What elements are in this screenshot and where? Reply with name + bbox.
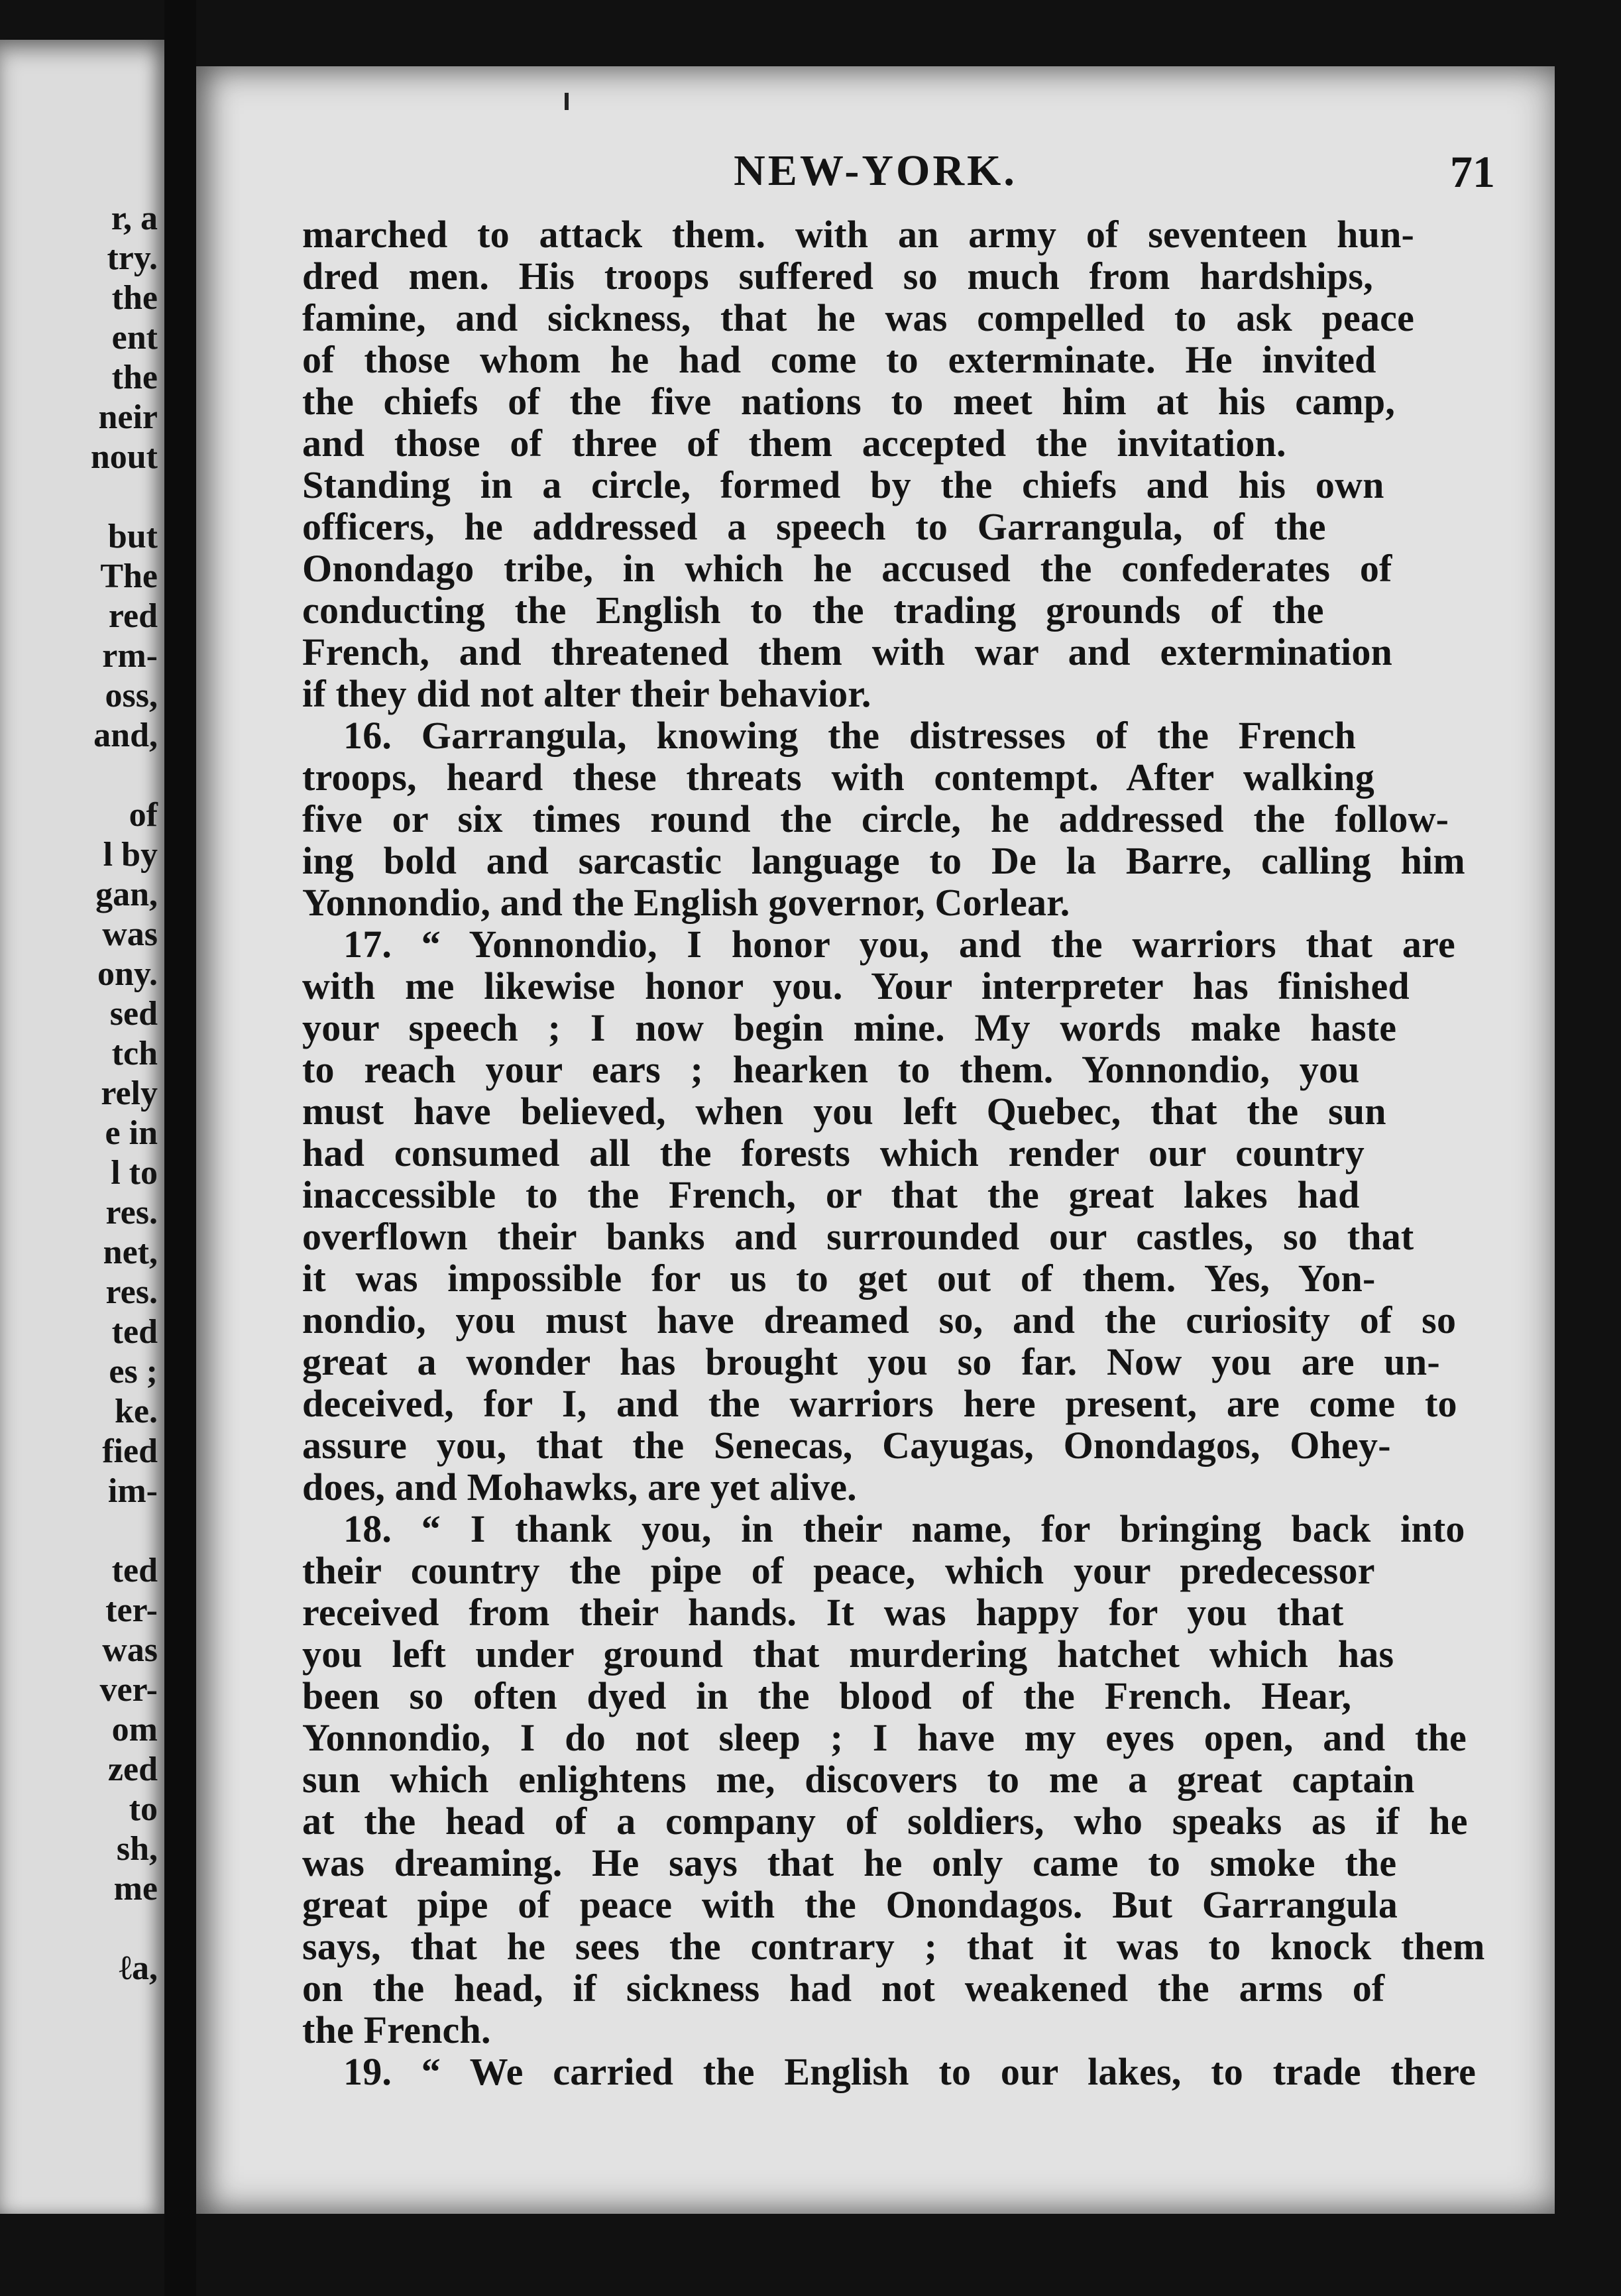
text-line: was dreaming. He says that he only came to smoke the bbox=[302, 1841, 1397, 1884]
text-line: famine, and sickness, that he was compelled to ask peace bbox=[302, 296, 1415, 339]
left-page-line: res. bbox=[105, 1273, 158, 1311]
left-page-line: om bbox=[111, 1711, 158, 1749]
left-page-line: me bbox=[113, 1870, 158, 1908]
text-line: deceived, for I, and the warriors here present, are come to bbox=[302, 1382, 1457, 1425]
left-page-line: im- bbox=[107, 1472, 158, 1510]
text-line: Standing in a circle, formed by the chiefs and his own bbox=[302, 463, 1384, 506]
text-line: must have believed, when you left Quebec, that the sun bbox=[302, 1090, 1386, 1133]
left-page-line: ent bbox=[111, 319, 158, 357]
text-line: it was impossible for us to get out of them. Yes, Yon- bbox=[302, 1257, 1376, 1300]
text-line: five or six times round the circle, he addressed the follow- bbox=[302, 797, 1449, 840]
text-line: 16. Garrangula, knowing the distresses of the French bbox=[343, 714, 1357, 757]
text-line: marched to attack them. with an army of seventeen hun- bbox=[302, 213, 1415, 256]
running-head: NEW-YORK. bbox=[734, 146, 1017, 195]
book-gutter bbox=[164, 0, 196, 2296]
left-page-line: fied bbox=[102, 1432, 158, 1470]
text-line: and those of three of them accepted the invitation. bbox=[302, 422, 1286, 465]
left-page-line: rm- bbox=[102, 637, 158, 675]
left-page-line: zed bbox=[107, 1751, 158, 1788]
left-page-line: ver- bbox=[99, 1671, 158, 1709]
left-page-line: ted bbox=[111, 1552, 158, 1589]
text-line: the chiefs of the five nations to meet him at his camp, bbox=[302, 380, 1396, 423]
right-page bbox=[196, 66, 1555, 2214]
left-page-line: nout bbox=[90, 438, 158, 476]
text-line: been so often dyed in the blood of the French. Hear, bbox=[302, 1674, 1352, 1717]
text-line: assure you, that the Senecas, Cayugas, Onondagos, Ohey- bbox=[302, 1424, 1391, 1467]
text-line: Onondago tribe, in which he accused the confederates of bbox=[302, 547, 1392, 590]
left-page-line: and, bbox=[93, 717, 158, 754]
text-line: with me likewise honor you. Your interpreter has finished bbox=[302, 964, 1410, 1007]
text-line: conducting the English to the trading grounds of the bbox=[302, 589, 1324, 632]
left-page-line: ke. bbox=[115, 1393, 158, 1430]
left-page-line: was bbox=[102, 915, 158, 953]
left-page-line: l by bbox=[103, 836, 158, 874]
left-page-line: but bbox=[107, 518, 158, 555]
left-page-line: sed bbox=[109, 995, 158, 1033]
left-page-line: The bbox=[100, 557, 158, 595]
text-line: 17. “ Yonnondio, I honor you, and the warriors that are bbox=[343, 923, 1455, 966]
left-page-line: the bbox=[111, 359, 158, 396]
text-line: their country the pipe of peace, which your predecessor bbox=[302, 1549, 1375, 1592]
left-page-line: neir bbox=[98, 398, 158, 436]
left-page-line: ted bbox=[111, 1313, 158, 1351]
text-line: troops, heard these threats with contempt. After walking bbox=[302, 756, 1374, 799]
left-page-line: red bbox=[108, 597, 158, 635]
left-page-line: the bbox=[111, 279, 158, 317]
text-line: overflown their banks and surrounded our castles, so that bbox=[302, 1215, 1414, 1258]
text-line: does, and Mohawks, are yet alive. bbox=[302, 1465, 857, 1509]
left-page-line: net, bbox=[103, 1234, 158, 1271]
text-line: to reach your ears ; hearken to them. Yonnondio, you bbox=[302, 1048, 1360, 1091]
page-number: 71 bbox=[1450, 146, 1495, 197]
text-line: had consumed all the forests which render our country bbox=[302, 1131, 1365, 1175]
left-page-line: rely bbox=[101, 1074, 158, 1112]
text-line: great pipe of peace with the Onondagos. But Garrangula bbox=[302, 1883, 1398, 1926]
left-page-line: tch bbox=[111, 1035, 158, 1072]
left-page-line: ony. bbox=[97, 955, 158, 993]
left-page-line: l to bbox=[111, 1154, 158, 1192]
left-page-line: es ; bbox=[109, 1353, 158, 1391]
left-page-line: try. bbox=[107, 239, 158, 277]
left-page-line: oss, bbox=[105, 677, 158, 715]
text-line: if they did not alter their behavior. bbox=[302, 672, 871, 715]
ink-mark bbox=[565, 93, 569, 110]
left-page-line: to bbox=[129, 1790, 158, 1828]
text-line: dred men. His troops suffered so much from hardships, bbox=[302, 255, 1373, 298]
left-page-line: was bbox=[102, 1631, 158, 1669]
page-header bbox=[196, 146, 1555, 205]
text-line: says, that he sees the contrary ; that it was to knock them bbox=[302, 1925, 1485, 1968]
left-page-line: ter- bbox=[105, 1591, 158, 1629]
text-line: ing bold and sarcastic language to De la Barre, calling him bbox=[302, 839, 1465, 882]
text-line: the French. bbox=[302, 2008, 491, 2051]
text-line: at the head of a company of soldiers, who speaks as if he bbox=[302, 1800, 1468, 1843]
text-line: on the head, if sickness had not weakened the arms of bbox=[302, 1967, 1385, 2010]
left-page-line: ℓa, bbox=[119, 1949, 158, 1987]
body-text bbox=[302, 213, 1555, 2093]
left-page-line: e in bbox=[105, 1114, 158, 1152]
text-line: received from their hands. It was happy for you that bbox=[302, 1591, 1344, 1634]
text-line: officers, he addressed a speech to Garrangula, of the bbox=[302, 505, 1326, 548]
text-line: French, and threatened them with war and extermination bbox=[302, 630, 1392, 673]
left-page-line: gan, bbox=[95, 876, 158, 913]
text-line: your speech ; I now begin mine. My words make haste bbox=[302, 1006, 1397, 1049]
left-page-line: r, a bbox=[111, 200, 158, 237]
left-page-line: sh, bbox=[116, 1830, 158, 1868]
text-line: Yonnondio, and the English governor, Corlear. bbox=[302, 881, 1070, 924]
text-line: sun which enlightens me, discovers to me a great captain bbox=[302, 1758, 1415, 1801]
text-line: nondio, you must have dreamed so, and the curiosity of so bbox=[302, 1298, 1457, 1342]
text-line: of those whom he had come to exterminate. He invited bbox=[302, 338, 1376, 381]
text-line: great a wonder has brought you so far. Now you are un- bbox=[302, 1340, 1440, 1383]
left-page-fragment bbox=[0, 40, 164, 2214]
text-line: inaccessible to the French, or that the great lakes had bbox=[302, 1173, 1360, 1216]
text-line: 19. “ We carried the English to our lakes, to trade there bbox=[343, 2050, 1477, 2093]
text-line: you left under ground that murdering hatchet which has bbox=[302, 1633, 1394, 1676]
left-page-line: of bbox=[129, 796, 158, 834]
text-line: 18. “ I thank you, in their name, for bringing back into bbox=[343, 1507, 1465, 1550]
text-line: Yonnondio, I do not sleep ; I have my eyes open, and the bbox=[302, 1716, 1467, 1759]
left-page-line: res. bbox=[105, 1194, 158, 1232]
